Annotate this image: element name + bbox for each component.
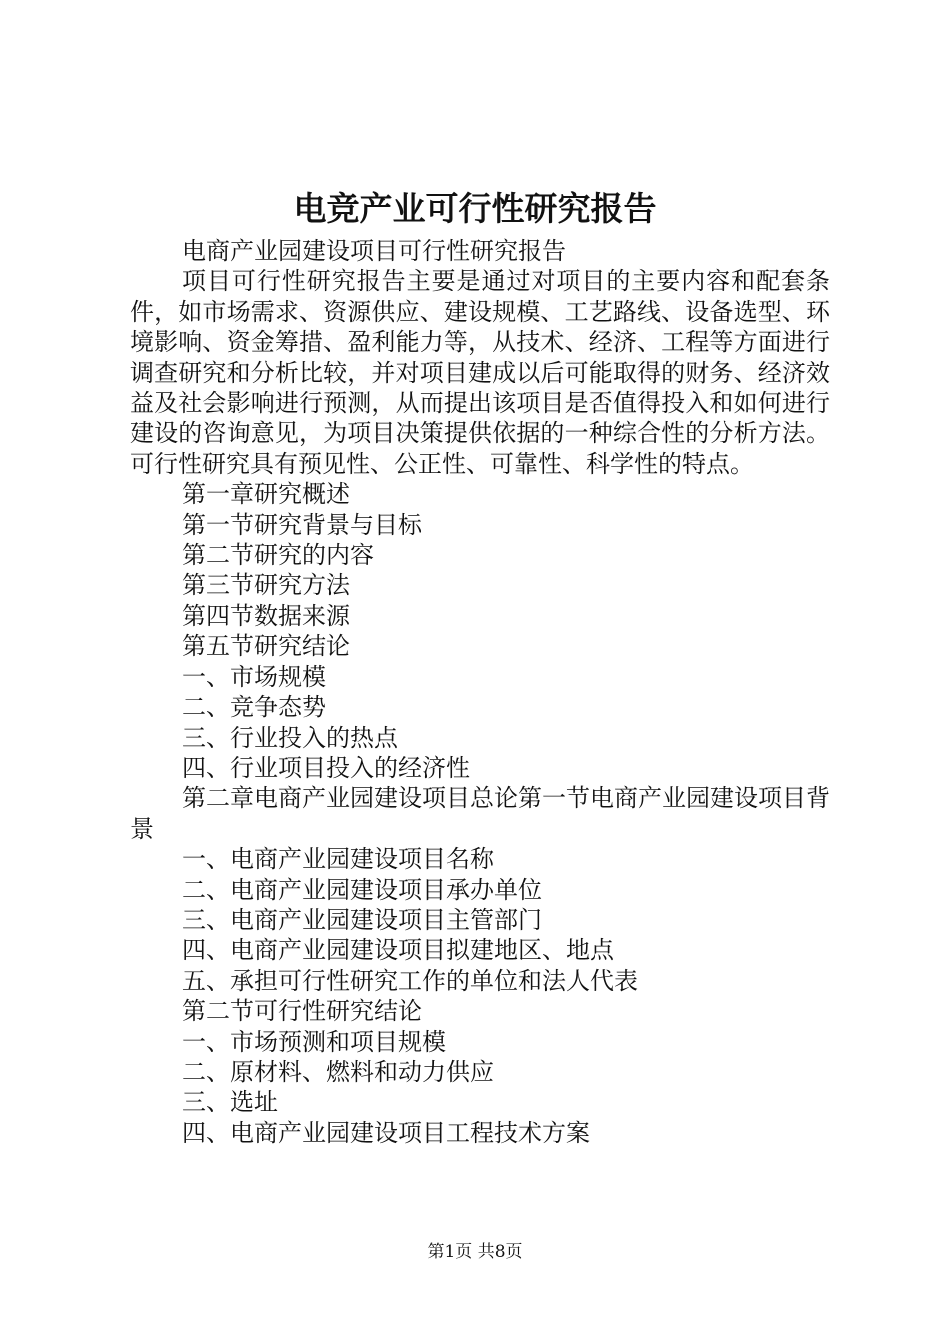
outline-item: 四、电商产业园建设项目工程技术方案: [182, 1118, 590, 1147]
outline-item: 第一章研究概述: [182, 480, 350, 509]
outline-item: 三、行业投入的热点: [182, 723, 398, 752]
chapter-heading: 第二章电商产业园建设项目总论第一节电商产业园建设项目背景: [130, 784, 830, 843]
outline-item: 第五节研究结论: [182, 632, 350, 661]
outline-item: 三、选址: [182, 1088, 278, 1117]
document-title: 电竞产业可行性研究报告: [293, 189, 657, 228]
outline-item: 第二节研究的内容: [182, 541, 374, 570]
outline-item: 四、行业项目投入的经济性: [182, 753, 470, 782]
outline-item: 一、市场规模: [182, 662, 326, 691]
outline-item: 一、市场预测和项目规模: [182, 1027, 446, 1056]
document-body: [130, 236, 830, 1148]
outline-item: 二、竞争态势: [182, 693, 326, 722]
intro-paragraph: 项目可行性研究报告主要是通过对项目的主要内容和配套条件，如市场需求、资源供应、建设规模、工艺路线、设备选型、环境影响、资金筹措、盈利能力等，从技术、经济、工程等方面进行调查研究和分析比较，并对项目建成以后可能取得的财务、经济效益及社会影响进行预测，从而提出该项目是否值得投入和如何进行建设的咨询意见，为项目决策提供依据的一种综合性的分析方法。可行性研究具有预见性、公正性、可靠性、科学性的特点。: [130, 267, 830, 478]
page-number: 第1页 共8页: [427, 1242, 523, 1262]
outline-item: 第二节可行性研究结论: [182, 997, 422, 1026]
outline-item: 二、原材料、燃料和动力供应: [182, 1057, 494, 1086]
document-subtitle: 电商产业园建设项目可行性研究报告: [182, 237, 566, 265]
outline-item: 第三节研究方法: [182, 571, 350, 600]
outline-item: 第四节数据来源: [182, 601, 350, 630]
outline-item: 一、电商产业园建设项目名称: [182, 845, 494, 874]
outline-item: 五、承担可行性研究工作的单位和法人代表: [182, 966, 638, 995]
outline-item: 第一节研究背景与目标: [182, 510, 422, 539]
outline-item: 二、电商产业园建设项目承办单位: [182, 875, 542, 904]
outline-item: 四、电商产业园建设项目拟建地区、地点: [182, 936, 614, 965]
outline-item: 三、电商产业园建设项目主管部门: [182, 905, 542, 934]
